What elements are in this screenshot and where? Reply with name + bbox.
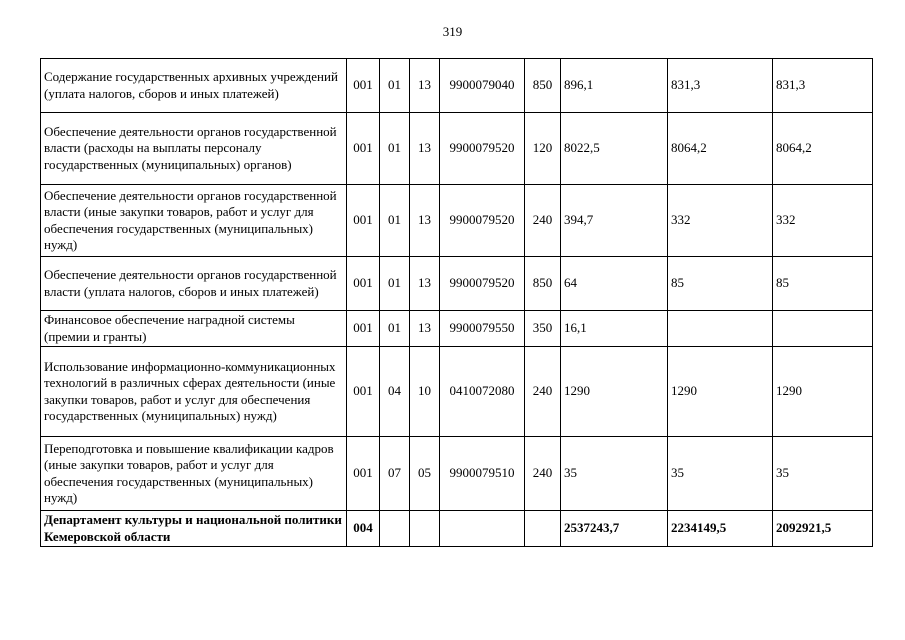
csr-code: 9900079520 — [440, 113, 525, 185]
page-number: 319 — [442, 24, 463, 39]
csr-code: 9900079520 — [440, 185, 525, 257]
table-row — [41, 437, 873, 511]
ved-code: 001 — [347, 347, 380, 437]
row-name: Содержание государственных архивных учреждений (уплата налогов, сборов и иных платежей) — [41, 59, 347, 113]
row-name: Использование информационно-коммуникационных технологий в различных сферах деятельности (иные закупки товаров, работ и услуг для обеспечения государственных (муниципальных) нужд) — [41, 347, 347, 437]
value-year-3: 2092921,5 — [773, 511, 873, 547]
value-year-1: 896,1 — [561, 59, 668, 113]
ved-code: 001 — [347, 59, 380, 113]
table-row — [41, 59, 873, 113]
table-row — [41, 311, 873, 347]
table-row — [41, 257, 873, 311]
vr-code: 850 — [525, 257, 561, 311]
rz-code: 01 — [380, 113, 410, 185]
value-year-1: 1290 — [561, 347, 668, 437]
value-year-2: 85 — [668, 257, 773, 311]
value-year-3: 85 — [773, 257, 873, 311]
rz-code: 07 — [380, 437, 410, 511]
rz-code: 01 — [380, 59, 410, 113]
rz-code: 01 — [380, 185, 410, 257]
ved-code: 001 — [347, 185, 380, 257]
value-year-1: 64 — [561, 257, 668, 311]
value-year-3: 332 — [773, 185, 873, 257]
pr-code: 13 — [410, 59, 440, 113]
vr-code: 240 — [525, 347, 561, 437]
ved-code: 001 — [347, 311, 380, 347]
pr-code: 05 — [410, 437, 440, 511]
value-year-3: 8064,2 — [773, 113, 873, 185]
pr-code: 13 — [410, 311, 440, 347]
value-year-3 — [773, 311, 873, 347]
value-year-2: 2234149,5 — [668, 511, 773, 547]
value-year-2: 1290 — [668, 347, 773, 437]
row-name: Обеспечение деятельности органов государственной власти (расходы на выплаты персоналу государственных (муниципальных) органов) — [41, 113, 347, 185]
value-year-2: 332 — [668, 185, 773, 257]
value-year-3: 35 — [773, 437, 873, 511]
rz-code: 04 — [380, 347, 410, 437]
row-name: Департамент культуры и национальной политики Кемеровской области — [41, 511, 347, 547]
ved-code: 001 — [347, 437, 380, 511]
pr-code: 13 — [410, 185, 440, 257]
rz-code: 01 — [380, 311, 410, 347]
ved-code: 004 — [347, 511, 380, 547]
csr-code: 9900079550 — [440, 311, 525, 347]
value-year-1: 2537243,7 — [561, 511, 668, 547]
ved-code: 001 — [347, 113, 380, 185]
csr-code: 9900079040 — [440, 59, 525, 113]
csr-code — [440, 511, 525, 547]
csr-code: 0410072080 — [440, 347, 525, 437]
vr-code: 240 — [525, 185, 561, 257]
value-year-1: 16,1 — [561, 311, 668, 347]
vr-code: 120 — [525, 113, 561, 185]
pr-code: 13 — [410, 113, 440, 185]
table-row — [41, 347, 873, 437]
row-name: Обеспечение деятельности органов государственной власти (уплата налогов, сборов и иных платежей) — [41, 257, 347, 311]
vr-code: 240 — [525, 437, 561, 511]
ved-code: 001 — [347, 257, 380, 311]
table-row — [41, 185, 873, 257]
value-year-1: 394,7 — [561, 185, 668, 257]
value-year-2: 8064,2 — [668, 113, 773, 185]
value-year-1: 35 — [561, 437, 668, 511]
vr-code: 350 — [525, 311, 561, 347]
pr-code: 10 — [410, 347, 440, 437]
rz-code — [380, 511, 410, 547]
table-row-total — [41, 511, 873, 547]
rz-code: 01 — [380, 257, 410, 311]
budget-table — [40, 58, 873, 547]
value-year-1: 8022,5 — [561, 113, 668, 185]
pr-code: 13 — [410, 257, 440, 311]
vr-code — [525, 511, 561, 547]
value-year-2 — [668, 311, 773, 347]
row-name: Обеспечение деятельности органов государственной власти (иные закупки товаров, работ и услуг для обеспечения государственных (муниципальных) нужд) — [41, 185, 347, 257]
row-name: Переподготовка и повышение квалификации кадров (иные закупки товаров, работ и услуг для обеспечения государственных (муниципальных) нужд) — [41, 437, 347, 511]
vr-code: 850 — [525, 59, 561, 113]
value-year-3: 831,3 — [773, 59, 873, 113]
value-year-2: 831,3 — [668, 59, 773, 113]
row-name: Финансовое обеспечение наградной системы (премии и гранты) — [41, 311, 347, 347]
value-year-3: 1290 — [773, 347, 873, 437]
pr-code — [410, 511, 440, 547]
csr-code: 9900079520 — [440, 257, 525, 311]
value-year-2: 35 — [668, 437, 773, 511]
table-row — [41, 113, 873, 185]
csr-code: 9900079510 — [440, 437, 525, 511]
